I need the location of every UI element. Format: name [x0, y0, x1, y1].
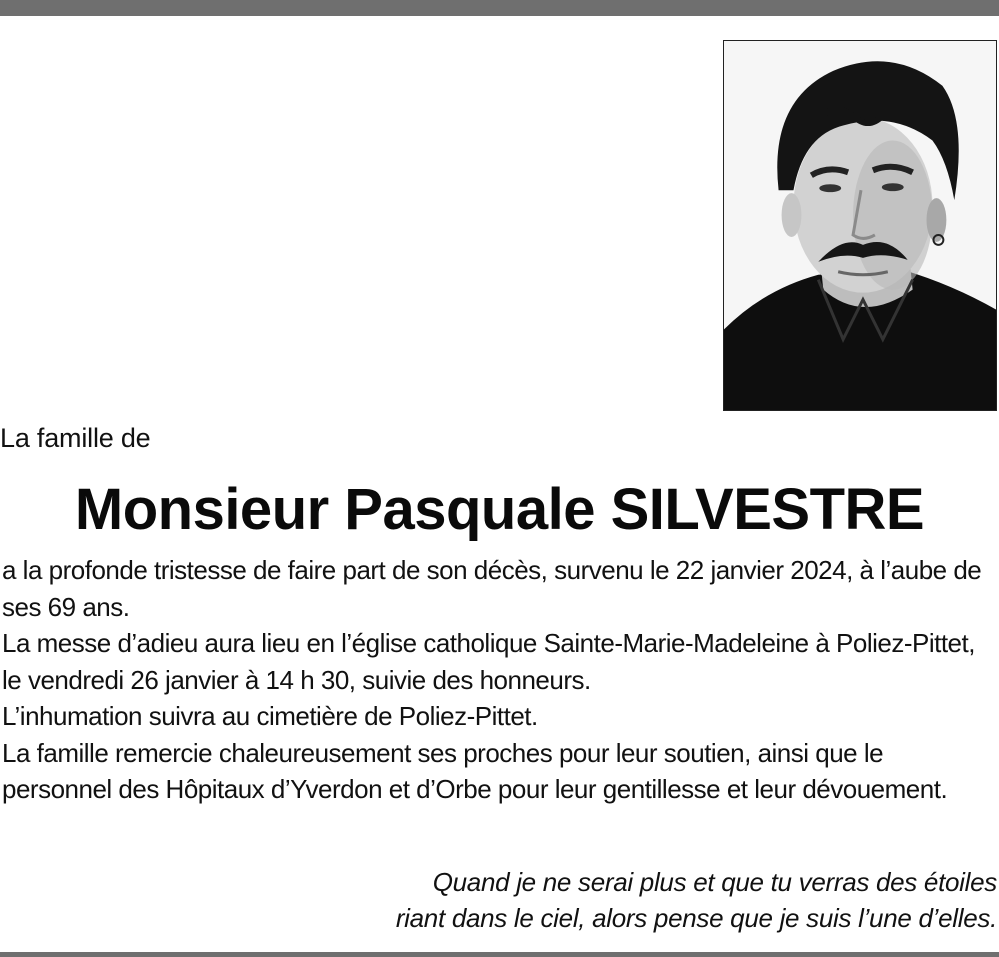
paragraph-announcement: a la profonde tristesse de faire part de son décès, survenu le 22 janvier 2024, à l’aube de ses 69 ans.: [2, 555, 982, 622]
paragraph-burial: L’inhumation suivra au cimetière de Poliez-Pittet.: [2, 701, 538, 731]
quote-line: riant dans le ciel, alors pense que je suis l’une d’elles.: [395, 903, 997, 933]
bottom-divider: [0, 952, 999, 957]
top-divider: [0, 0, 999, 16]
quote: [237, 864, 997, 936]
quote-line: Quand je ne serai plus et que tu verras des étoiles: [432, 867, 997, 897]
portrait-image: [724, 41, 996, 410]
portrait-photo: [723, 40, 997, 411]
paragraph-funeral-mass: La messe d’adieu aura lieu en l’église catholique Sainte-Marie-Madeleine à Poliez-Pittet, le vendredi 26 janvier à 14 h 30, suivie des honneurs.: [2, 628, 975, 695]
intro-text: La famille de: [0, 423, 151, 453]
notice-body: [2, 552, 997, 808]
paragraph-thanks: La famille remercie chaleureusement ses proches pour leur soutien, ainsi que le personnel des Hôpitaux d’Yverdon et d’Orbe pour leur gentillesse et leur dévouement.: [2, 737, 948, 804]
deceased-name: Monsieur Pasquale SILVESTRE: [74, 477, 925, 542]
